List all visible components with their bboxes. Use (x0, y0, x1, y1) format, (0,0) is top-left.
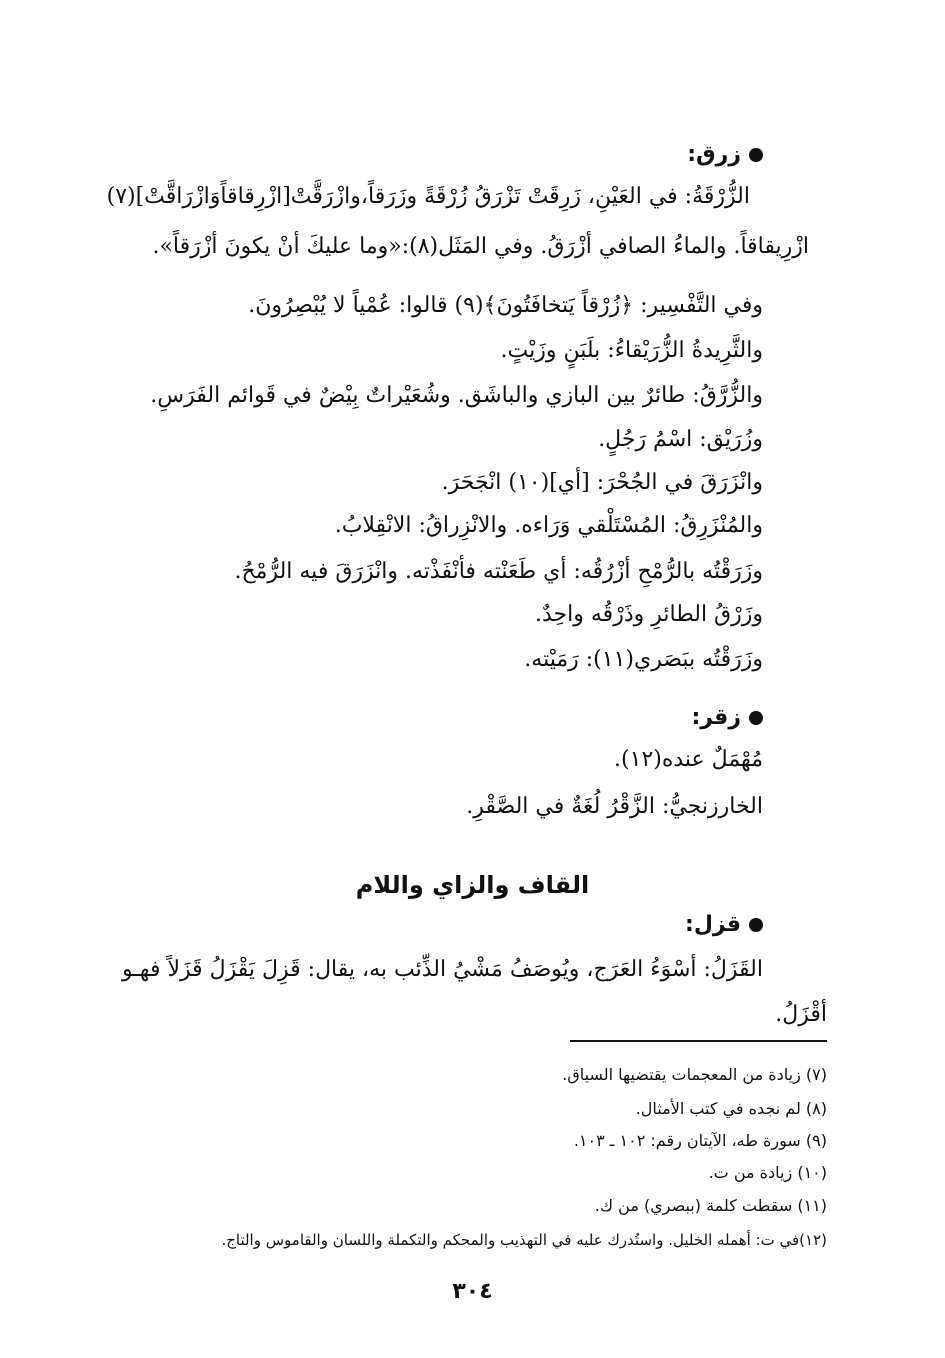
entry-line: الخارزنجيُّ: الزَّقْرُ لُغَةٌ في الصَّقْرِ. (466, 794, 763, 819)
entry-heading-zqr: زقر: (691, 698, 763, 738)
footnote: (٨) لم نجده في كتب الأمثال. (635, 1099, 827, 1118)
footnote-separator (570, 1040, 827, 1042)
entry-line: ازْرِيقاقاً. والماءُ الصافي أزْرَقُ. وفي المَثَل(٨):«وما عليكَ أنْ يكونَ أزْرَقاً». (152, 234, 809, 259)
entry-line: أقْزَلُ. (775, 1002, 827, 1027)
entry-line: وزَرْقُ الطائرِ وذَرْقُه واحِدٌ. (535, 602, 763, 627)
footnote: (١١) سقطت كلمة (ببصري) من ك. (594, 1196, 827, 1215)
footnote: (١٠) زيادة من ت. (708, 1163, 827, 1182)
entry-line: وزُرَيْق: اسْمُ رَجُلٍ. (598, 427, 763, 452)
page-number: ٣٠٤ (452, 1279, 493, 1304)
footnote: (٩) سورة طه، الآيتان رقم: ١٠٢ ـ ١٠٣. (573, 1131, 827, 1150)
entry-line: وزَرَقْتُه بالرُّمْحِ أزْرُقُه: أي طَعَنْته فأنْفَذْته. وانْزَرَقَ فيه الرُّمْحُ. (234, 559, 763, 584)
entry-line: والمُنْزَرِقُ: المُسْتَلْقي وَرَاءه. والانْزِراقُ: الانْقِلابُ. (334, 513, 763, 538)
entry-heading-zrq: زرق: (687, 135, 763, 175)
entry-line: مُهْمَلٌ عنده(١٢). (614, 747, 763, 772)
footnote: (١٢)في ت: أهمله الخليل. واستُدرك عليه في التهذيب والمحكم والتكملة واللسان والقاموس والتاج. (221, 1231, 827, 1249)
section-title: القاف والزاي واللام (355, 871, 590, 899)
footnote: (٧) زيادة من المعجمات يقتضيها السياق. (562, 1065, 827, 1084)
entry-heading-qzl: قزل: (685, 905, 763, 945)
entry-line: والزُّرَّقُ: طائرٌ بين البازي والباشَق. وشُعَيْراتٌ بِيْضٌ في قَوائم الفَرَسِ. (150, 383, 763, 408)
entry-line: وزَرَقْتُه ببَصَري(١١): رَمَيْته. (524, 647, 763, 672)
bullet-icon (749, 918, 763, 932)
entry-line: وفي التَّفْسِير: ﴿زُرْقاً يَتخافَتُونَ﴾(٩) قالوا: عُمْياً لا يُبْصِرُونَ. (248, 293, 763, 318)
entry-line: وانْزَرَقَ في الجُحْرَ: [أي](١٠) انْجَحَرَ. (441, 470, 763, 495)
bullet-icon (749, 148, 763, 162)
entry-line: والثَّرِيدةُ الزُّرَيْقاءُ: بلَبَنٍ وزَيْتٍ. (500, 338, 763, 363)
entry-line: الزُّرْقَةُ: في العَيْنِ، زَرِقَتْ تَزْرَقُ زُرْقَةً وزَرَقاً،وازْرَقَّتْ[ازْرِقاقاًوَازْرَاقَّتْ](٧) (106, 184, 750, 209)
bullet-icon (749, 711, 763, 725)
entry-line: القَزَلُ: أسْوَءُ العَرَج، ويُوصَفُ مَشْيُ الذِّئب به، يقال: قَزِلَ يَقْزَلُ قَزَلاً فهـو (122, 957, 763, 982)
